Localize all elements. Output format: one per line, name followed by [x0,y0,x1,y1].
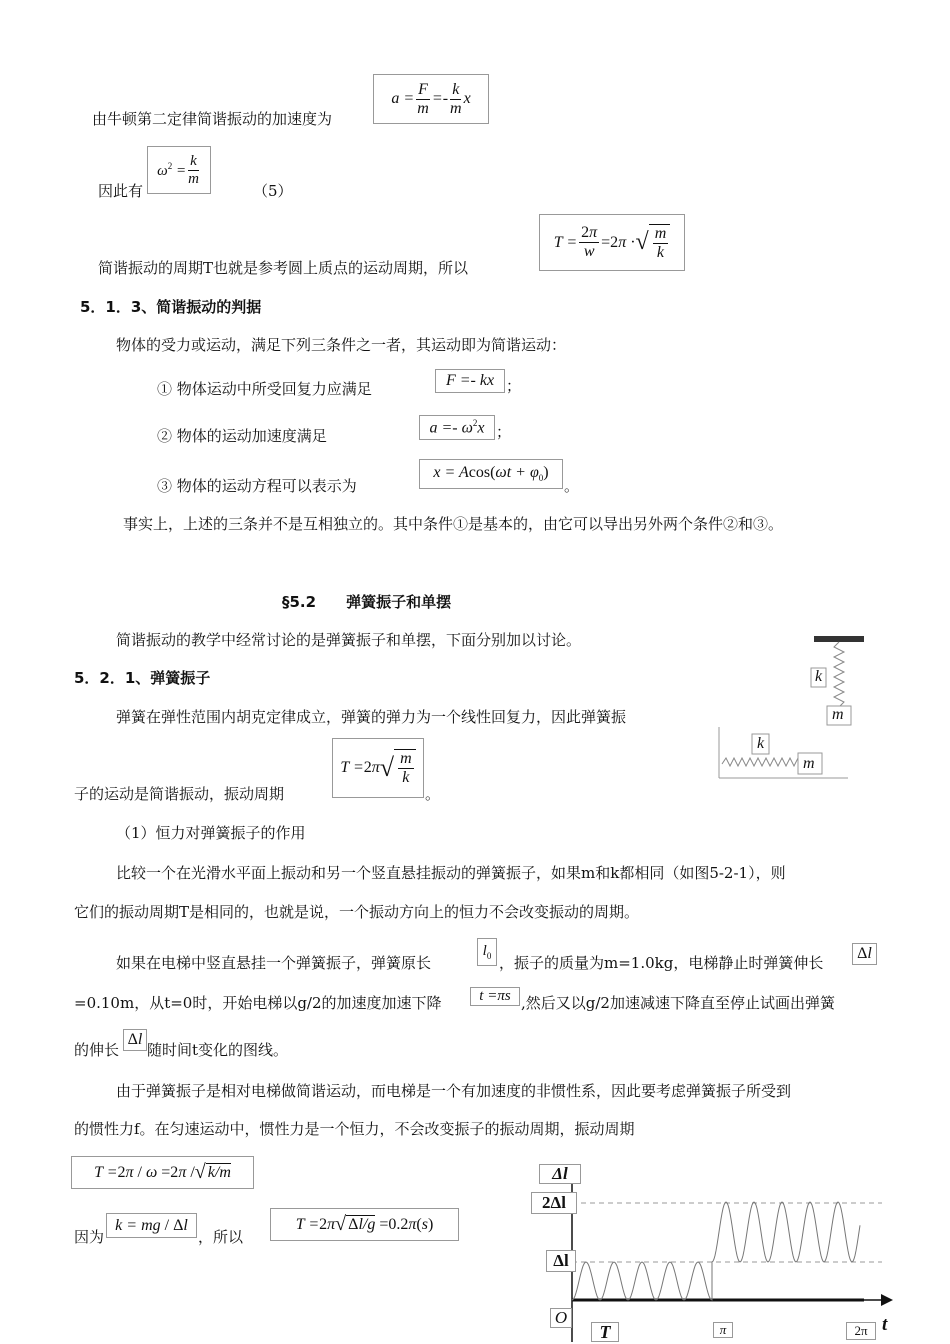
equation-number: （5） [253,182,293,200]
condition-1: ① 物体运动中所受回复力应满足 [157,380,372,398]
formula-period-omega: T =2π / ω =2π / √ k/m [71,1156,254,1189]
paragraph-elevator-a1: 如果在电梯中竖直悬挂一个弹簧振子，弹簧原长 [116,954,432,972]
paragraph-intro-52: 简谐振动的教学中经常讨论的是弹簧振子和单摆，下面分别加以讨论。 [116,631,582,649]
paragraph-fact: 事实上，上述的三条并不是互相独立的。其中条件①是基本的，由它可以导出另外两个条件②和③。 [123,515,784,533]
graph-y-label: Δl [539,1164,581,1184]
punctuation: ； [496,423,512,441]
text-line-acceleration: 由牛顿第二定律简谐振动的加速度为 [92,110,333,128]
mass-m-label: m [832,706,844,723]
section-heading-521: 5．2．1、弹簧振子 [74,669,211,687]
paragraph-elevator-c1: 的伸长 [74,1041,120,1059]
formula-t-pi: t =πs [470,987,520,1006]
paragraph-elevator-a2: ，振子的质量为m=1.0kg，电梯静止时弹簧伸长 [499,954,824,972]
punctuation: 。 [564,477,580,495]
graph-tick-pi: π [713,1322,733,1338]
formula-period-result: T =2π √ Δl/g =0.2π( s ) [270,1208,459,1241]
formula-delta-l-2: Δl [123,1029,147,1051]
vertical-spring [834,642,844,707]
paragraph-compare-a: 比较一个在光滑水平面上振动和另一个竖直悬挂振动的弹簧振子，如果m和k都相同（如图5-2-1），则 [116,864,786,882]
formula-acceleration: a = $\frac{F}{m}$ =- $\frac{k}{m}$ x [373,74,489,124]
condition-3: ③ 物体的运动方程可以表示为 [157,477,357,495]
spring-k-label: k [815,668,823,685]
paragraph-elevator-b2: ,然后又以g/2加速减速下降直至停止试画出弹簧 [521,994,835,1012]
formula-spring-period: T =2π √ $\frac{m}{k}$ [332,738,424,798]
section-title-52: §5.2 弹簧振子和单摆 [282,593,452,611]
text-line-therefore: 因此有 [98,182,144,200]
formula-omega: $\omega^2$ = $\frac{k}{m}$ [147,146,211,194]
formula-acceleration-omega: $a =- \omega^2x$ [419,415,495,440]
spring-figure [712,630,872,785]
paragraph-spring-a: 弹簧在弹性范围内胡克定律成立，弹簧的弹力为一个线性回复力，因此弹簧振 [116,708,627,726]
punctuation: 。 [425,785,441,803]
formula-motion-equation: $x = Acos(\omega t + \varphi_0)$ [419,459,563,489]
paragraph-inertia-b: 的惯性力f。在匀速运动中，惯性力是一个恒力，不会改变振子的振动周期，振动周期 [74,1120,635,1138]
mass-m2-label: m [803,755,815,772]
graph-tick-dl: Δl [546,1250,576,1272]
paragraph-inertia-a: 由于弹簧振子是相对电梯做简谐运动，而电梯是一个有加速度的非惯性系，因此要考虑弹簧振子所受到 [116,1082,792,1100]
formula-l0: $l_0$ [477,938,497,966]
paragraph-elevator-c2: 随时间t变化的图线。 [147,1041,289,1059]
horizontal-spring [722,758,800,766]
section-heading-513: 5．1．3、简谐振动的判据 [80,298,262,316]
graph-x-label: t [882,1314,888,1335]
graph-tick-2dl: 2Δl [531,1192,577,1214]
text-line-period: 简谐振动的周期T也就是参考圆上质点的运动周期，所以 [98,259,469,277]
paragraph-spring-b: 子的运动是简谐振动，振动周期 [74,785,285,803]
spring-k2-label: k [757,735,765,752]
punctuation: ； [506,377,522,395]
graph-tick-T: T [591,1322,619,1342]
formula-k: k = mg / Δl [106,1213,197,1238]
paragraph-elevator-b1: =0.10m，从t=0时，开始电梯以g/2的加速度加速下降 [74,994,442,1012]
formula-restoring-force: F =- kx [435,369,505,393]
graph-origin: O [550,1308,572,1328]
condition-2: ② 物体的运动加速度满足 [157,427,327,445]
paragraph-conditions: 物体的受力或运动，满足下列三条件之一者，其运动即为简谐运动： [116,336,567,354]
paragraph-compare-b: 它们的振动周期T是相同的，也就是说，一个振动方向上的恒力不会改变振动的周期。 [74,903,640,921]
text-because: 因为 [74,1228,105,1246]
text-so: ，所以 [198,1228,244,1246]
formula-period: T = $\frac{2\pi}{w}$ =2π · √ $\frac{m}{k}$ [539,214,685,271]
ceiling-bar [814,636,864,642]
formula-delta-l: Δl [852,943,877,965]
oscillation-curve [572,1202,860,1300]
subheading-constant-force: （1）恒力对弹簧振子的作用 [116,824,306,842]
graph-tick-2pi: 2π [846,1322,876,1340]
